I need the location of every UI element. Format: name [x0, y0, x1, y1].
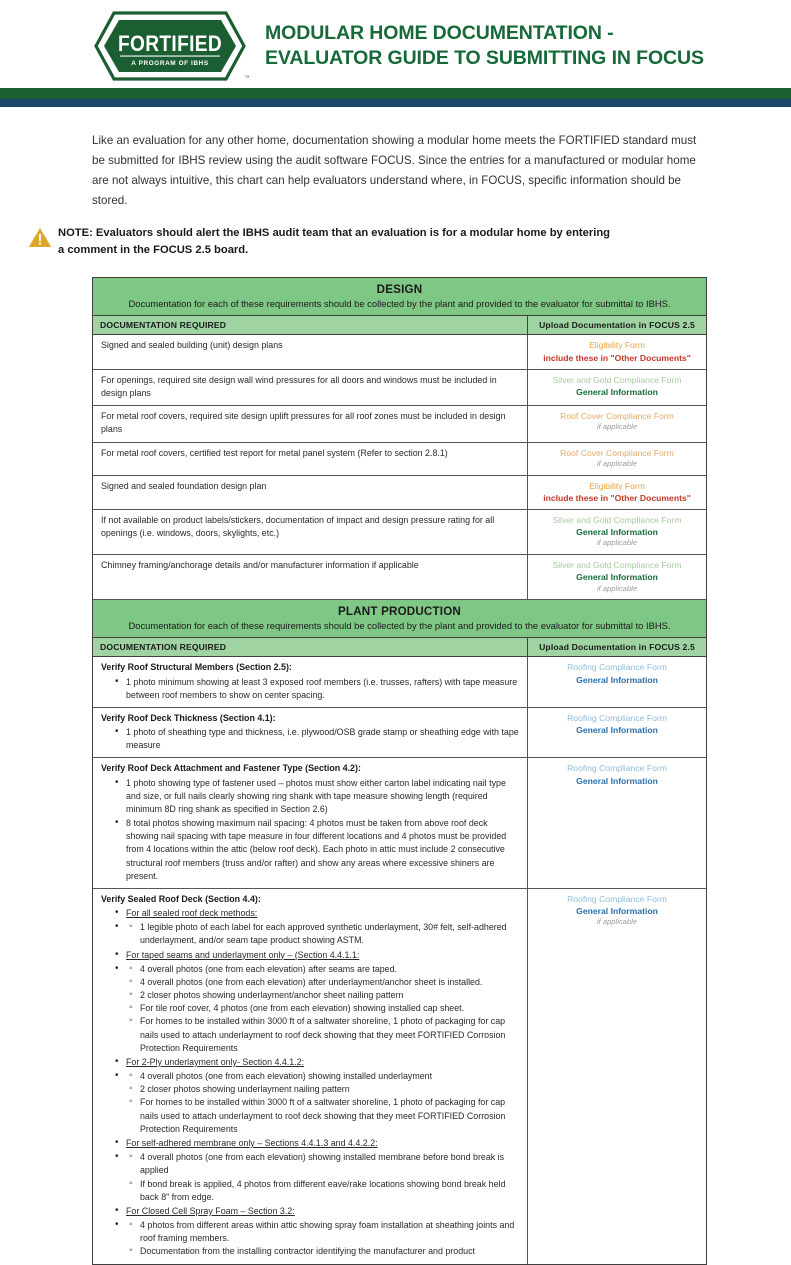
svg-text:A PROGRAM OF IBHS: A PROGRAM OF IBHS: [130, 60, 209, 67]
section-title: PLANT PRODUCTION: [338, 605, 461, 619]
requirement-sub-bullet-list: [129, 963, 519, 1055]
table-row: [93, 758, 706, 889]
upload-cell: [528, 370, 706, 405]
requirement-bullet: • For self-adhered membrane only – Sections 4.4.1.3 and 4.4.2.2:: [115, 1137, 519, 1150]
upload-target-text: Eligibility Form: [589, 340, 645, 351]
upload-cell: [528, 758, 706, 888]
section-subtitle: Documentation for each of these requirements should be collected by the plant and provided to the evaluator for submittal to IBHS.: [128, 298, 671, 310]
requirement-sub-bullet: ◦ If bond break is applied, 4 photos from different eave/rake locations showing bond break held back 8” from edge.: [129, 1178, 519, 1204]
requirement-sub-bullet: ◦ • 4 overall photos (one from each elevation) showing installed underlayment: [129, 1070, 519, 1083]
section-subtitle: Documentation for each of these requirements should be collected by the plant and provided to the evaluator for submittal to IBHS.: [128, 620, 671, 632]
table-row: [93, 335, 706, 369]
upload-target-text: if applicable: [596, 917, 638, 927]
requirement-sub-bullet-list: [129, 1070, 519, 1136]
upload-target-text: Roof Cover Compliance Form: [560, 447, 674, 458]
column-header-row: [93, 316, 706, 335]
page-title-line2: EVALUATOR GUIDE TO SUBMITTING IN FOCUS: [265, 47, 704, 69]
upload-target-text: General Information: [576, 387, 658, 398]
column-header-row: [93, 638, 706, 657]
requirement-cell: [93, 657, 528, 707]
upload-target-text: include these in "Other Documents": [543, 352, 691, 363]
table-row: [93, 406, 706, 442]
upload-target-text: if applicable: [596, 538, 638, 548]
table-row: [93, 476, 706, 510]
requirement-cell: [93, 406, 528, 441]
upload-cell: [528, 406, 706, 441]
sub-bullet-group: [115, 1070, 519, 1136]
sub-bullet-group: [115, 963, 519, 1055]
upload-cell: [528, 510, 706, 554]
requirement-sub-bullet: ◦ 2 closer photos showing underlayment nailing pattern: [129, 1083, 519, 1096]
upload-cell: [528, 443, 706, 475]
requirement-bullet: • For Closed Cell Spray Foam – Section 3.2:: [115, 1205, 519, 1218]
upload-target-text: General Information: [576, 572, 658, 583]
page-header: [0, 0, 791, 88]
requirement-cell: [93, 555, 528, 599]
svg-text:FORTIFIED: FORTIFIED: [117, 31, 222, 56]
requirement-cell: [93, 889, 528, 1264]
column-header-upload: Upload Documentation in FOCUS 2.5: [539, 320, 695, 331]
upload-target-text: General Information: [576, 906, 658, 917]
documentation-table: [92, 277, 707, 1264]
requirement-cell: [93, 335, 528, 368]
upload-target-text: General Information: [576, 775, 658, 786]
column-header-documentation: DOCUMENTATION REQUIRED: [93, 638, 528, 656]
upload-target-text: Roofing Compliance Form: [567, 712, 667, 723]
requirement-bullet-list: [115, 777, 519, 883]
table-row: [93, 657, 706, 708]
upload-target-text: if applicable: [596, 583, 638, 593]
requirement-sub-bullet: ◦ • 4 photos from different areas within attic showing spray foam installation at sheathing joints and roof framing members.: [129, 1219, 519, 1245]
upload-cell: [528, 555, 706, 599]
note-text: NOTE: Evaluators should alert the IBHS audit team that an evaluation is for a modular home by entering a comment in the FOCUS 2.5 board.: [58, 226, 611, 257]
upload-cell: [528, 708, 706, 758]
upload-target-text: include these in "Other Documents": [543, 492, 691, 503]
upload-target-text: Silver and Gold Compliance Form: [552, 514, 682, 525]
header-rule-green: [0, 88, 791, 99]
requirement-bullet: • 8 total photos showing maximum nail spacing: 4 photos must be taken from above roof deck showing nail spacing with tape measure in four different locations and 4 photos must be provided from 4 locations within the attic (below roof deck). Each photo in attic must include 2 consecutive structural roof members (truss and/or rafter) and show any areas where excessive shiners are present.: [115, 817, 519, 883]
upload-target-text: Silver and Gold Compliance Form: [552, 374, 682, 385]
table-row: [93, 510, 706, 555]
requirement-cell: [93, 476, 528, 509]
section-title: DESIGN: [376, 283, 423, 297]
upload-cell: [528, 889, 706, 1264]
requirement-sub-bullet-list: [129, 1151, 519, 1204]
sub-bullet-group: [115, 1151, 519, 1204]
column-header-upload: Upload Documentation in FOCUS 2.5: [539, 642, 695, 653]
fortified-logo: [92, 11, 250, 81]
upload-cell: [528, 335, 706, 368]
upload-cell: [528, 657, 706, 707]
requirement-text: For metal roof covers, required site design uplift pressures for all roof zones must be included in design plans: [101, 411, 506, 435]
table-row: [93, 443, 706, 476]
requirement-cell: [93, 443, 528, 475]
requirement-sub-bullet: ◦ • 4 overall photos (one from each elevation) showing installed membrane before bond break is applied: [129, 1151, 519, 1177]
requirement-bullet-list: [115, 726, 519, 752]
requirement-sub-bullet: ◦ For homes to be installed within 3000 ft of a saltwater shoreline, 1 photo of packaging for cap nails used to attach underlayment to roof deck showing that they meet FORTIFIED Corrosion Protection Requirements: [129, 1096, 519, 1136]
table-row: [93, 370, 706, 406]
requirement-cell: [93, 370, 528, 405]
page-title-line1: MODULAR HOME DOCUMENTATION -: [265, 22, 614, 45]
trademark-symbol: ™: [244, 75, 250, 81]
upload-target-text: if applicable: [596, 458, 638, 468]
header-rule-navy: [0, 99, 791, 107]
requirement-cell: [93, 708, 528, 758]
table-row: [93, 889, 706, 1264]
requirement-title: Verify Roof Deck Thickness (Section 4.1):: [101, 712, 276, 723]
upload-target-text: General Information: [576, 674, 658, 685]
upload-target-text: Silver and Gold Compliance Form: [552, 560, 682, 571]
upload-target-text: General Information: [576, 725, 658, 736]
requirement-title: Verify Sealed Roof Deck (Section 4.4):: [101, 893, 261, 904]
requirement-text: If not available on product labels/stickers, documentation of impact and design pressure rating for all openings (i.e. windows, doors, skylights, etc.): [101, 514, 495, 539]
section-header-design: [93, 278, 706, 316]
upload-target-text: Roof Cover Compliance Form: [560, 411, 674, 422]
requirement-sub-bullet: ◦ • 1 legible photo of each label for each approved synthetic underlayment, 30# felt, self-adhered underlayment, and/or seam tape product showing ASTM.: [129, 921, 519, 947]
requirement-text: Signed and sealed foundation design plan: [101, 480, 267, 491]
requirement-title: Verify Roof Deck Attachment and Fastener Type (Section 4.2):: [101, 763, 361, 774]
requirement-sub-bullet: ◦ For homes to be installed within 3000 ft of a saltwater shoreline, 1 photo of packaging for cap nails used to attach underlayment to roof deck showing that they meet FORTIFIED Corrosion Protection Requirements: [129, 1015, 519, 1055]
column-header-documentation: DOCUMENTATION REQUIRED: [93, 316, 528, 334]
table-row: [93, 555, 706, 600]
requirement-bullet: • For all sealed roof deck methods:: [115, 907, 519, 920]
table-row: [93, 708, 706, 759]
requirement-title: Verify Roof Structural Members (Section 2.5):: [101, 662, 292, 673]
sub-bullet-group: [115, 921, 519, 947]
requirement-text: Signed and sealed building (unit) design plans: [101, 340, 283, 351]
requirement-sub-bullet: ◦ 4 overall photos (one from each elevation) after underlayment/anchor sheet is installed.: [129, 976, 519, 989]
requirement-text: For openings, required site design wall wind pressures for all doors and windows must be included in design plans: [101, 374, 497, 399]
logo-badge-icon: [94, 11, 250, 81]
page-title: [265, 21, 704, 71]
intro-paragraph: Like an evaluation for any other home, documentation showing a modular home meets the FORTIFIED standard must be submitted for IBHS review using the audit software FOCUS. Since the entries for a manufactured or modular home are not always intuitive, this chart can help evaluators understand where, in FOCUS, specific information should be stored.: [92, 134, 697, 207]
requirement-bullet: • 1 photo of sheathing type and thickness, i.e. plywood/OSB grade stamp or sheathing edge with tape measure: [115, 726, 519, 752]
requirement-text: Chimney framing/anchorage details and/or manufacturer information if applicable: [101, 560, 419, 571]
upload-target-text: Roofing Compliance Form: [567, 893, 667, 904]
requirement-bullet: • 1 photo minimum showing at least 3 exposed roof members (i.e. trusses, rafters) with tape measure between roof members to show on center spacing.: [115, 676, 519, 702]
upload-target-text: General Information: [576, 527, 658, 538]
requirement-bullet: • For 2-Ply underlayment only- Section 4.4.1.2:: [115, 1056, 519, 1069]
requirement-bullet: • For taped seams and underlayment only – (Section 4.4.1.1:: [115, 949, 519, 962]
requirement-bullet-list: [115, 907, 519, 1258]
upload-target-text: Eligibility Form: [589, 480, 645, 491]
requirement-sub-bullet-list: [129, 921, 519, 947]
requirement-sub-bullet: ◦ Documentation from the installing contractor identifying the manufacturer and product: [129, 1245, 519, 1258]
requirement-sub-bullet: ◦ 2 closer photos showing underlayment/anchor sheet nailing pattern: [129, 989, 519, 1002]
note-callout: [28, 225, 613, 260]
requirement-sub-bullet: ◦ For tile roof cover, 4 photos (one from each elevation) showing installed cap sheet.: [129, 1002, 519, 1015]
warning-triangle-icon: [28, 227, 52, 253]
sub-bullet-group: [115, 1219, 519, 1259]
requirement-text: For metal roof covers, certified test report for metal panel system (Refer to section 2.8.1): [101, 447, 448, 458]
upload-target-text: if applicable: [596, 422, 638, 432]
requirement-cell: [93, 758, 528, 888]
requirement-cell: [93, 510, 528, 554]
requirement-bullet: • 1 photo showing type of fastener used – photos must show either carton label indicating nail type and size, or full nails clearly showing ring shank with tape measure showing length (required minimum 8D ring shank as specified in Section 2.6): [115, 777, 519, 817]
requirement-sub-bullet-list: [129, 1219, 519, 1259]
upload-cell: [528, 476, 706, 509]
section-header-plant-production: [93, 600, 706, 638]
requirement-sub-bullet: ◦ • 4 overall photos (one from each elevation) after seams are taped.: [129, 963, 519, 976]
requirement-bullet-list: [115, 676, 519, 702]
upload-target-text: Roofing Compliance Form: [567, 662, 667, 673]
upload-target-text: Roofing Compliance Form: [567, 763, 667, 774]
